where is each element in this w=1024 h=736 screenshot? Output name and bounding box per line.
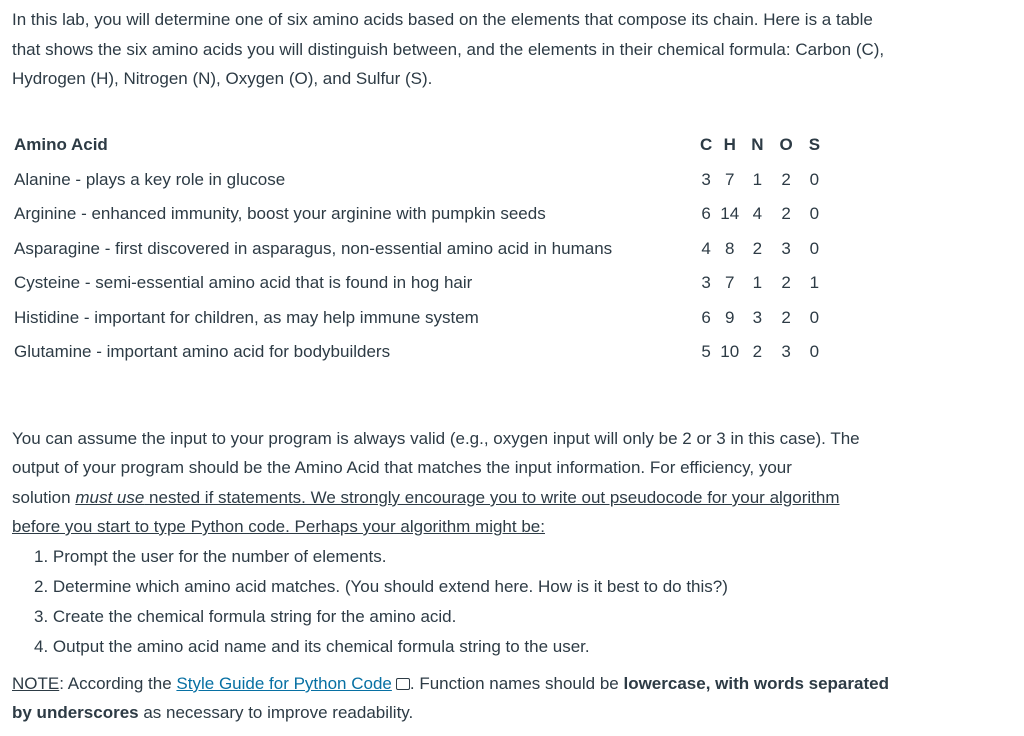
element-count-n: 1 (752, 273, 763, 293)
element-count-c: 3 (701, 169, 711, 189)
step-item: 4. Output the amino acid name and its chemical formula string to the user. (34, 637, 590, 656)
para2-line: output of your program should be the Amino Acid that matches the input information. For efficiency, your (12, 458, 792, 477)
amino-acid-name: Histidine - important for children, as may help immune system (14, 307, 479, 327)
bold-text: by underscores (12, 703, 139, 722)
header-o: O (779, 135, 793, 155)
header-h: H (723, 135, 736, 155)
table-row (8, 163, 828, 198)
element-count-c: 4 (701, 238, 711, 258)
emphasis-must-use: must use (75, 488, 145, 507)
style-guide-link[interactable]: Style Guide for Python Code (176, 674, 392, 693)
element-count-o: 2 (781, 307, 791, 327)
note-line (12, 702, 413, 724)
element-count-h: 8 (725, 238, 735, 258)
table-row (8, 197, 828, 232)
text: : According the (59, 674, 177, 693)
element-count-n: 4 (752, 204, 763, 224)
element-count-o: 2 (781, 204, 791, 224)
element-count-s: 0 (809, 238, 820, 258)
element-count-c: 3 (701, 273, 711, 293)
text: as necessary to improve readability. (138, 703, 414, 722)
header-amino-acid: Amino Acid (14, 135, 108, 155)
text: solution (12, 488, 76, 507)
element-count-h: 7 (725, 273, 735, 293)
table-row (8, 335, 828, 370)
step-item: 2. Determine which amino acid matches. (You should extend here. How is it best to do this?) (34, 577, 728, 596)
amino-acid-name: Asparagine - first discovered in asparagus, non-essential amino acid in humans (14, 238, 613, 258)
element-count-h: 7 (725, 169, 735, 189)
element-count-n: 1 (752, 169, 763, 189)
element-count-h: 9 (725, 307, 735, 327)
step-item: 3. Create the chemical formula string for the amino acid. (34, 607, 457, 626)
amino-acid-name: Cysteine - semi-essential amino acid that is found in hog hair (14, 273, 473, 293)
element-count-n: 3 (752, 307, 763, 327)
table-row (8, 266, 828, 301)
header-s: S (808, 135, 821, 155)
amino-acid-name: Arginine - enhanced immunity, boost your arginine with pumpkin seeds (14, 204, 546, 224)
step-item: 1. Prompt the user for the number of elements. (34, 547, 387, 566)
bold-text: lowercase, with words separated (623, 674, 889, 693)
para2-line: You can assume the input to your program is always valid (e.g., oxygen input will only be 2 or 3 in this case). The (12, 429, 860, 448)
element-count-s: 0 (809, 204, 820, 224)
element-count-o: 2 (781, 273, 791, 293)
table-header-row (8, 128, 828, 163)
element-count-n: 2 (752, 342, 763, 362)
element-count-n: 2 (752, 238, 763, 258)
element-count-c: 6 (701, 307, 711, 327)
element-count-h: 14 (720, 204, 740, 224)
element-count-h: 10 (720, 342, 740, 362)
note-line (12, 673, 889, 695)
element-count-c: 6 (701, 204, 711, 224)
amino-acid-table (8, 128, 828, 370)
amino-acid-name: Glutamine - important amino acid for bodybuilders (14, 342, 391, 362)
intro-line: In this lab, you will determine one of six amino acids based on the elements that compose its chain. Here is a table (12, 10, 873, 29)
external-link-icon (396, 678, 410, 690)
table-row (8, 232, 828, 267)
intro-line: that shows the six amino acids you will distinguish between, and the elements in their chemical formula: Carbon (C), (12, 40, 885, 59)
element-count-s: 0 (809, 342, 820, 362)
underlined-text: nested if statements. We strongly encourage you to write out pseudocode for your algorithm (144, 488, 840, 507)
amino-acid-name: Alanine - plays a key role in glucose (14, 169, 286, 189)
intro-line: Hydrogen (H), Nitrogen (N), Oxygen (O), and Sulfur (S). (12, 69, 433, 88)
header-n: N (751, 135, 764, 155)
table-row (8, 301, 828, 336)
element-count-s: 1 (809, 273, 820, 293)
element-count-s: 0 (809, 169, 820, 189)
element-count-o: 3 (781, 342, 791, 362)
text: . Function names should be (409, 674, 624, 693)
header-c: C (700, 135, 713, 155)
element-count-o: 3 (781, 238, 791, 258)
para2-line: before you start to type Python code. Perhaps your algorithm might be: (12, 517, 545, 536)
element-count-s: 0 (809, 307, 820, 327)
para2-line (12, 487, 840, 509)
element-count-c: 5 (701, 342, 711, 362)
note-label: NOTE (12, 674, 60, 693)
element-count-o: 2 (781, 169, 791, 189)
